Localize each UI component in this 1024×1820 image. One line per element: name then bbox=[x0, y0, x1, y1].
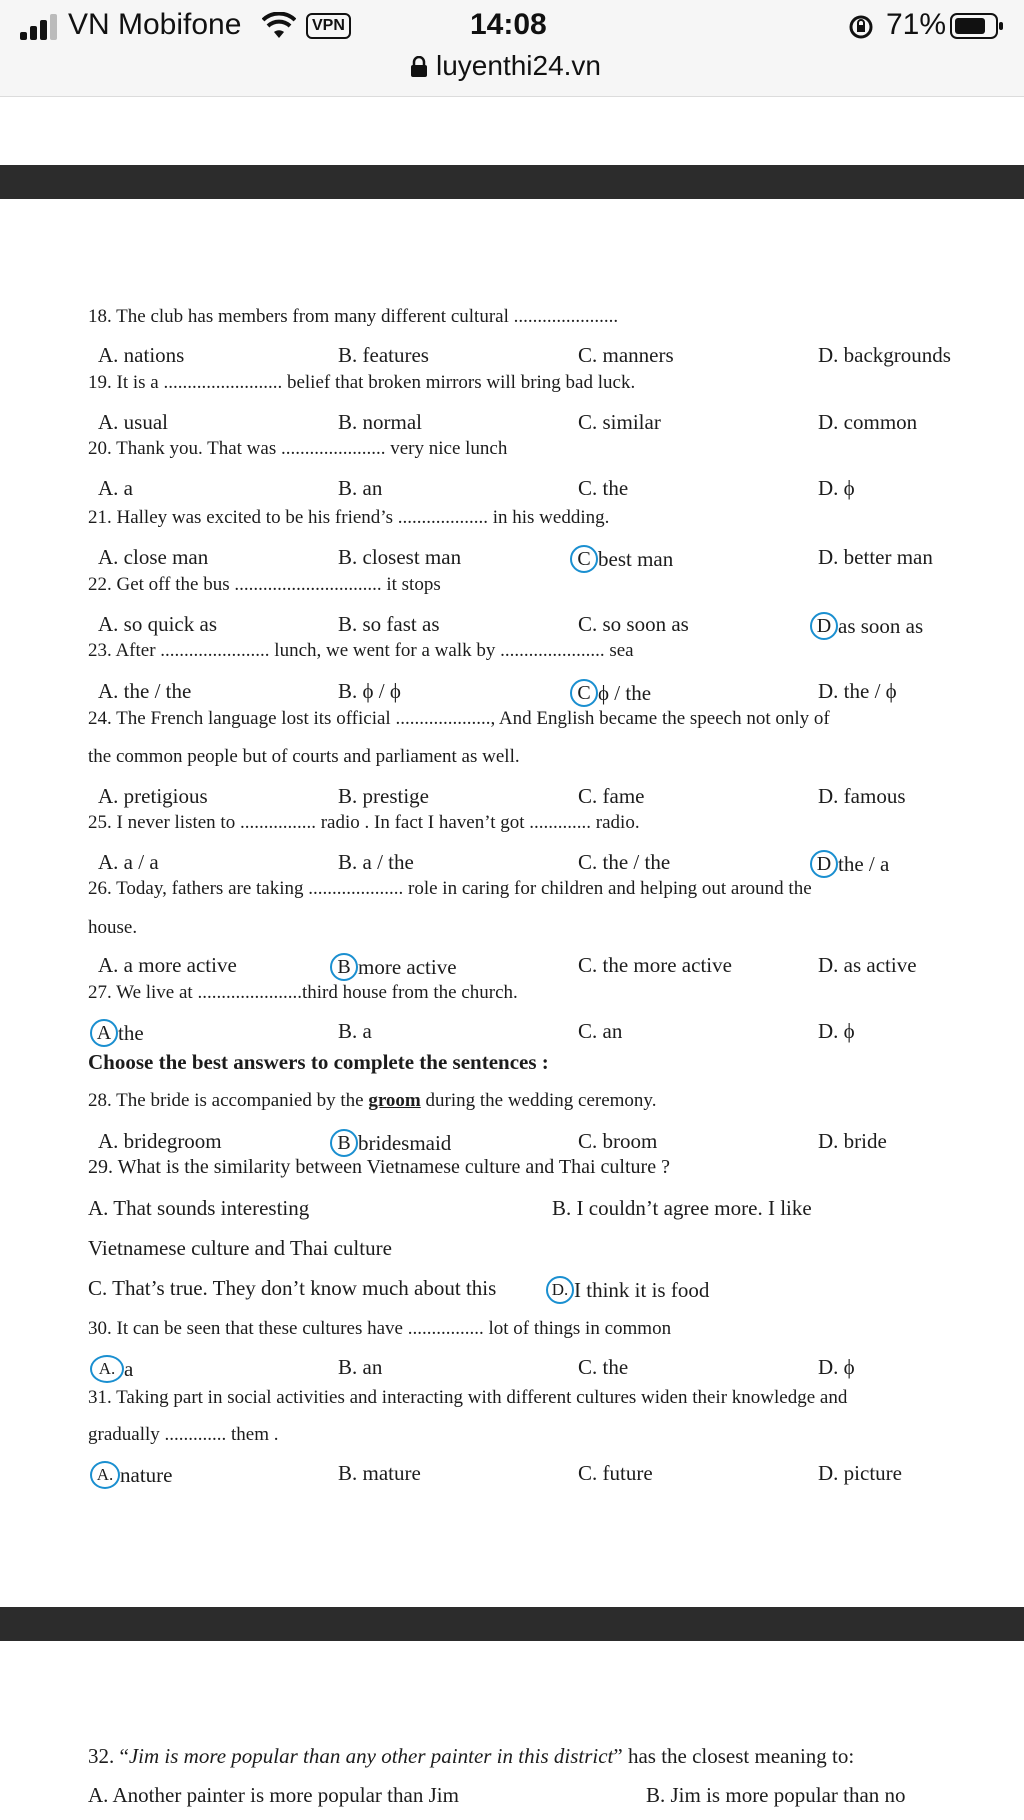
question-prefix: 32. “ bbox=[88, 1744, 129, 1768]
option-label: the bbox=[118, 1020, 144, 1045]
option[interactable]: C. so soon as bbox=[578, 612, 689, 636]
question-text-continued: house. bbox=[88, 917, 138, 938]
question-text: 22. Get off the bus ............................... it stops bbox=[88, 574, 441, 595]
option[interactable]: A. the / the bbox=[98, 679, 192, 703]
selected-answer-circle: D. bbox=[546, 1276, 574, 1304]
option[interactable]: A. pretigious bbox=[98, 784, 208, 808]
option[interactable]: C. manners bbox=[578, 343, 674, 367]
option[interactable]: D. backgrounds bbox=[818, 343, 951, 367]
option[interactable]: B. normal bbox=[338, 410, 422, 434]
question-text-continued: the common people but of courts and parliament as well. bbox=[88, 746, 520, 767]
selected-answer-circle: B bbox=[330, 953, 358, 981]
question-prefix: 28. The bride is accompanied by the bbox=[88, 1090, 369, 1111]
option[interactable]: A. a / a bbox=[98, 850, 159, 874]
emphasized-word: groom bbox=[368, 1090, 421, 1111]
question-text: 19. It is a ......................... belief that broken mirrors will bring bad luck. bbox=[88, 372, 636, 393]
question-text: 23. After ....................... lunch, we went for a walk by ...................... sea bbox=[88, 640, 634, 661]
option[interactable]: C. similar bbox=[578, 410, 661, 434]
option[interactable]: C. broom bbox=[578, 1129, 658, 1153]
option[interactable]: A. That sounds interesting bbox=[88, 1196, 310, 1220]
vpn-badge: VPN bbox=[306, 13, 351, 39]
question-text: 29. What is the similarity between Vietnamese culture and Thai culture ? bbox=[88, 1156, 670, 1178]
option[interactable]: D. ϕ bbox=[818, 1019, 855, 1043]
option[interactable]: D. bride bbox=[818, 1129, 887, 1153]
option[interactable]: D. famous bbox=[818, 784, 906, 808]
selected-answer-circle: C bbox=[570, 545, 598, 573]
option[interactable]: D. better man bbox=[818, 545, 933, 569]
question-text bbox=[88, 1090, 656, 1112]
option-label: as soon as bbox=[838, 613, 924, 638]
question-text: 21. Halley was excited to be his friend’s ................... in his wedding. bbox=[88, 507, 610, 528]
option[interactable]: D. ϕ bbox=[818, 476, 855, 500]
option[interactable]: B. mature bbox=[338, 1461, 421, 1485]
options-row bbox=[98, 679, 998, 707]
option[interactable]: A. a more active bbox=[98, 953, 237, 977]
option-label: nature bbox=[120, 1462, 173, 1487]
option[interactable]: C. an bbox=[578, 1019, 623, 1043]
options-row bbox=[98, 1019, 998, 1047]
selected-answer-circle: C bbox=[570, 679, 598, 707]
option[interactable]: C. fame bbox=[578, 784, 645, 808]
question-text bbox=[88, 1744, 854, 1769]
option-selected[interactable] bbox=[98, 1019, 144, 1047]
selected-answer-circle: A bbox=[90, 1019, 118, 1047]
carrier-name: VN Mobifone bbox=[68, 8, 242, 41]
option[interactable]: B. prestige bbox=[338, 784, 429, 808]
selected-answer-circle: A. bbox=[90, 1355, 124, 1383]
option[interactable]: B. an bbox=[338, 476, 383, 500]
option-selected[interactable] bbox=[98, 1355, 133, 1383]
question-suffix: ” has the closest meaning to: bbox=[613, 1744, 855, 1768]
option[interactable]: D. the / ϕ bbox=[818, 679, 897, 703]
option[interactable]: D. picture bbox=[818, 1461, 902, 1485]
option-selected[interactable] bbox=[578, 545, 673, 573]
option[interactable]: B. a bbox=[338, 1019, 372, 1043]
option[interactable]: B. Jim is more popular than no bbox=[646, 1783, 906, 1807]
quoted-sentence: Jim is more popular than any other painter in this district bbox=[128, 1744, 614, 1768]
options-row bbox=[98, 1129, 998, 1157]
option-selected[interactable] bbox=[546, 1276, 709, 1304]
option-label: more active bbox=[358, 954, 457, 979]
options-row bbox=[98, 410, 998, 438]
option-label: the / a bbox=[838, 851, 890, 876]
selected-answer-circle: B bbox=[330, 1129, 358, 1157]
question-text: 26. Today, fathers are taking .................... role in caring for children and helping out around the bbox=[88, 878, 812, 899]
option-label: ϕ / the bbox=[598, 680, 652, 705]
option-selected[interactable] bbox=[338, 1129, 451, 1157]
option[interactable]: C. the more active bbox=[578, 953, 732, 977]
selected-answer-circle: D bbox=[810, 850, 838, 878]
option-label: bridesmaid bbox=[358, 1130, 452, 1155]
options-row bbox=[98, 953, 998, 981]
option[interactable]: A. a bbox=[98, 476, 133, 500]
option[interactable]: A. nations bbox=[98, 343, 185, 367]
clock: 14:08 bbox=[470, 8, 547, 41]
option-selected[interactable] bbox=[818, 850, 889, 878]
options-row bbox=[98, 545, 998, 573]
option[interactable]: D. as active bbox=[818, 953, 917, 977]
option[interactable]: A. bridegroom bbox=[98, 1129, 222, 1153]
question-suffix: during the wedding ceremony. bbox=[420, 1090, 657, 1111]
option-label: a bbox=[124, 1356, 134, 1381]
option-selected[interactable] bbox=[818, 612, 923, 640]
option-selected[interactable] bbox=[338, 953, 457, 981]
question-text: 27. We live at ......................third house from the church. bbox=[88, 982, 518, 1003]
option[interactable]: B. an bbox=[338, 1355, 383, 1379]
question-text: 31. Taking part in social activities and interacting with different cultures widen their knowledge and bbox=[88, 1387, 848, 1408]
option[interactable]: A. close man bbox=[98, 545, 209, 569]
options-row bbox=[98, 476, 998, 504]
option[interactable]: A. usual bbox=[98, 410, 168, 434]
section-heading: Choose the best answers to complete the sentences : bbox=[88, 1050, 549, 1074]
question-text-continued: gradually ............. them . bbox=[88, 1424, 279, 1445]
option-selected[interactable] bbox=[578, 679, 651, 707]
question-text: 18. The club has members from many different cultural ...................... bbox=[88, 306, 619, 327]
option[interactable]: C. the / the bbox=[578, 850, 671, 874]
options-row bbox=[98, 343, 998, 371]
option[interactable]: B. closest man bbox=[338, 545, 462, 569]
selected-answer-circle: A. bbox=[90, 1461, 120, 1489]
option-label: best man bbox=[598, 546, 674, 571]
option-label: I think it is food bbox=[574, 1277, 710, 1302]
option[interactable]: B. features bbox=[338, 343, 429, 367]
option[interactable]: B. ϕ / ϕ bbox=[338, 679, 401, 703]
option[interactable]: C. the bbox=[578, 476, 629, 500]
option[interactable]: B. a / the bbox=[338, 850, 414, 874]
option-selected[interactable] bbox=[98, 1461, 172, 1489]
battery-percent: 71% bbox=[886, 8, 947, 41]
option[interactable]: A. Another painter is more popular than Jim bbox=[88, 1783, 459, 1807]
option[interactable]: A. so quick as bbox=[98, 612, 217, 636]
option[interactable]: C. future bbox=[578, 1461, 653, 1485]
address-bar-url[interactable]: luyenthi24.vn bbox=[436, 50, 602, 81]
selected-answer-circle: D bbox=[810, 612, 838, 640]
option[interactable]: B. so fast as bbox=[338, 612, 440, 636]
question-text: 20. Thank you. That was ...................... very nice lunch bbox=[88, 438, 508, 459]
options-row bbox=[98, 850, 998, 878]
question-text: 24. The French language lost its official ...................., And English became the speech not only of bbox=[88, 708, 830, 729]
question-text: 30. It can be seen that these cultures have ................ lot of things in common bbox=[88, 1318, 672, 1339]
option[interactable]: C. That’s true. They don’t know much about this bbox=[88, 1276, 497, 1300]
question-text: 25. I never listen to ................ radio . In fact I haven’t got ............. radio. bbox=[88, 812, 640, 833]
options-row bbox=[98, 612, 998, 640]
option[interactable]: D. common bbox=[818, 410, 918, 434]
option[interactable]: D. ϕ bbox=[818, 1355, 855, 1379]
option[interactable]: C. the bbox=[578, 1355, 629, 1379]
options-row bbox=[98, 1461, 998, 1489]
options-row bbox=[98, 1355, 998, 1383]
options-row bbox=[98, 784, 998, 812]
option-continued: Vietnamese culture and Thai culture bbox=[88, 1236, 392, 1260]
option[interactable]: B. I couldn’t agree more. I like bbox=[552, 1196, 812, 1220]
